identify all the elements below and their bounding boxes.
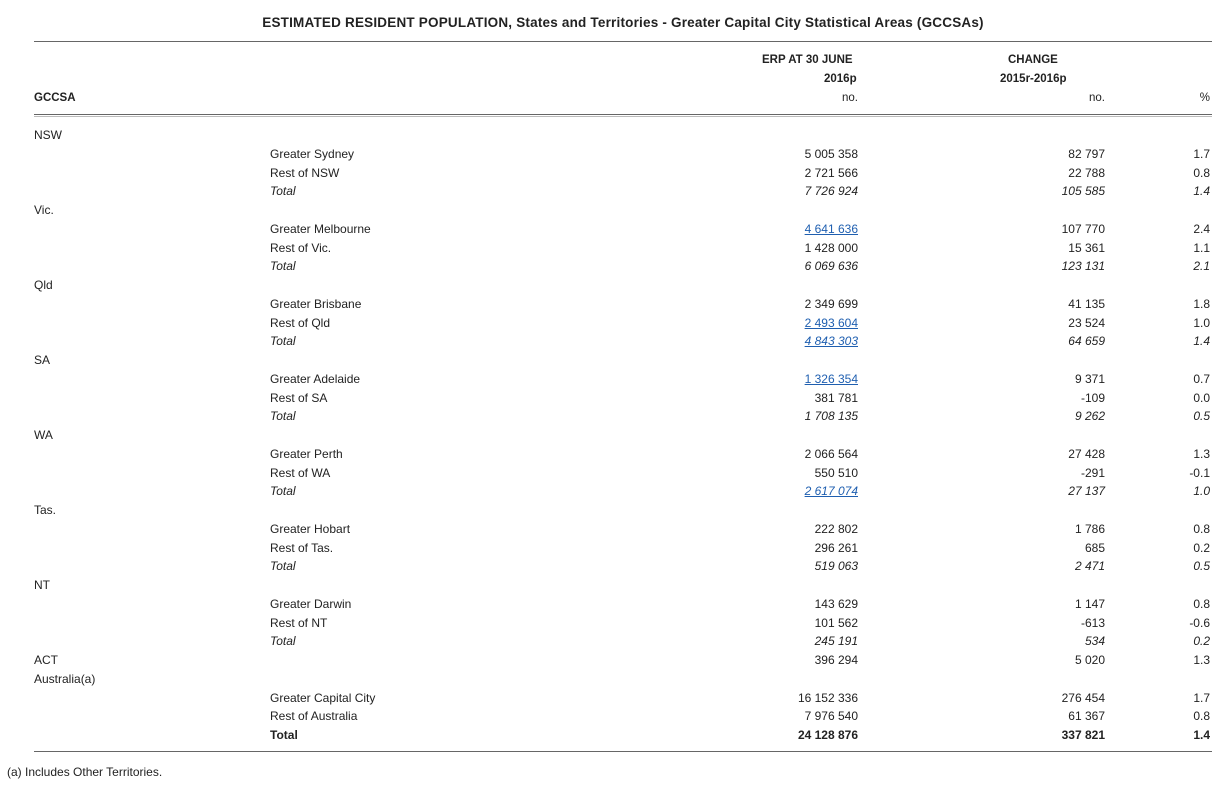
erp-value: 2 066 564 [804, 447, 858, 461]
pct-unit-header: % [1199, 92, 1210, 104]
pct-value: -0.1 [1189, 466, 1210, 480]
pct-value: 0.8 [1193, 709, 1210, 723]
area-label: Total [270, 559, 296, 573]
erp-value: 396 294 [814, 653, 858, 667]
change-value: 9 371 [1074, 372, 1105, 386]
link-text[interactable]: 4 641 636 [804, 222, 858, 236]
pct-value: 1.4 [1193, 728, 1210, 742]
header-rule [34, 114, 1212, 117]
pct-value: 0.8 [1193, 597, 1210, 611]
pct-value: 1.4 [1193, 334, 1210, 348]
area-label: Total [270, 334, 296, 348]
erp-value: 381 781 [814, 391, 858, 405]
area-label: Rest of Vic. [270, 241, 332, 255]
erp-value-link[interactable] [658, 334, 858, 348]
pct-value: 1.0 [1193, 316, 1210, 330]
pct-value: 1.3 [1193, 447, 1210, 461]
erp-value-link[interactable] [658, 222, 858, 236]
erp-value: 24 128 876 [797, 728, 858, 742]
change-value: 5 020 [1074, 653, 1105, 667]
erp-value: 7 976 540 [804, 709, 858, 723]
pct-value: 1.7 [1193, 147, 1210, 161]
change-value: -613 [1080, 616, 1105, 630]
pct-value: 2.1 [1193, 259, 1210, 273]
change-period-header: 2015r-2016p [1000, 73, 1067, 85]
footnote: (a) Includes Other Territories. [7, 765, 163, 779]
area-label: Greater Melbourne [270, 222, 371, 236]
erp-value: 5 005 358 [804, 147, 858, 161]
change-value: 22 788 [1068, 166, 1105, 180]
area-label: Greater Perth [270, 447, 343, 461]
change-value: 27 137 [1068, 484, 1105, 498]
pct-value: 1.7 [1193, 691, 1210, 705]
erp-value: 2 721 566 [804, 166, 858, 180]
link-text[interactable]: 2 617 074 [804, 484, 858, 498]
pct-value: 0.8 [1193, 166, 1210, 180]
pct-value: 1.8 [1193, 297, 1210, 311]
change-value: 276 454 [1061, 691, 1105, 705]
area-label: Rest of Qld [270, 316, 331, 330]
state-label: Qld [34, 278, 53, 292]
pct-value: 0.5 [1193, 409, 1210, 423]
area-label: Greater Capital City [270, 691, 376, 705]
link-text[interactable]: 4 843 303 [804, 334, 858, 348]
erp-header: ERP AT 30 JUNE [762, 54, 853, 66]
change-value: 27 428 [1068, 447, 1105, 461]
state-label: NT [34, 578, 50, 592]
erp-value: 519 063 [814, 559, 858, 573]
erp-value-link[interactable] [658, 316, 858, 330]
area-label: Greater Hobart [270, 522, 351, 536]
pct-value: 2.4 [1193, 222, 1210, 236]
pct-value: 1.1 [1193, 241, 1210, 255]
gccsa-header: GCCSA [34, 92, 76, 104]
change-header: CHANGE [1008, 54, 1058, 66]
area-label: Total [270, 184, 296, 198]
state-label: Tas. [34, 503, 57, 517]
state-label: Australia(a) [34, 672, 96, 686]
pct-value: 1.0 [1193, 484, 1210, 498]
state-label: ACT [34, 653, 58, 667]
erp-value: 6 069 636 [804, 259, 858, 273]
area-label: Total [270, 484, 296, 498]
area-label: Total [270, 259, 296, 273]
area-label: Rest of NT [270, 616, 328, 630]
change-value: 61 367 [1068, 709, 1105, 723]
erp-value: 16 152 336 [797, 691, 858, 705]
erp-value: 550 510 [814, 466, 858, 480]
change-value: 82 797 [1068, 147, 1105, 161]
change-value: 9 262 [1074, 409, 1105, 423]
change-value: 1 786 [1074, 522, 1105, 536]
area-label: Total [270, 409, 296, 423]
area-label: Total [270, 728, 298, 742]
area-label: Rest of NSW [270, 166, 340, 180]
state-label: Vic. [34, 203, 54, 217]
change-value: 123 131 [1061, 259, 1105, 273]
pct-value: 1.4 [1193, 184, 1210, 198]
bottom-rule [34, 751, 1212, 752]
pct-value: 0.7 [1193, 372, 1210, 386]
table-title: ESTIMATED RESIDENT POPULATION, States and Territories - Greater Capital City Statistical Areas (GCCSAs) [262, 15, 984, 30]
state-label: NSW [34, 128, 62, 142]
change-unit-header: no. [1089, 92, 1105, 104]
change-value: -291 [1080, 466, 1105, 480]
change-value: 534 [1084, 634, 1105, 648]
change-value: 685 [1084, 541, 1105, 555]
erp-value: 222 802 [814, 522, 858, 536]
state-label: WA [34, 428, 53, 442]
erp-value: 143 629 [814, 597, 858, 611]
change-value: 64 659 [1068, 334, 1105, 348]
change-value: 2 471 [1074, 559, 1105, 573]
area-label: Total [270, 634, 296, 648]
state-label: SA [34, 353, 51, 367]
erp-value-link[interactable] [658, 372, 858, 386]
erp-value-link[interactable] [658, 484, 858, 498]
erp-value: 296 261 [814, 541, 858, 555]
erp-value: 101 562 [814, 616, 858, 630]
area-label: Greater Adelaide [270, 372, 361, 386]
link-text[interactable]: 2 493 604 [804, 316, 858, 330]
link-text[interactable]: 1 326 354 [804, 372, 858, 386]
pct-value: 0.0 [1193, 391, 1210, 405]
erp-value: 1 428 000 [804, 241, 858, 255]
area-label: Greater Sydney [270, 147, 355, 161]
top-rule [34, 41, 1212, 42]
change-value: 1 147 [1074, 597, 1105, 611]
erp-value: 7 726 924 [804, 184, 858, 198]
area-label: Rest of Australia [270, 709, 358, 723]
erp-value: 2 349 699 [804, 297, 858, 311]
pct-value: 0.2 [1193, 541, 1210, 555]
change-value: 41 135 [1068, 297, 1105, 311]
change-value: 15 361 [1068, 241, 1105, 255]
area-label: Rest of Tas. [270, 541, 334, 555]
area-label: Rest of SA [270, 391, 328, 405]
change-value: 337 821 [1061, 728, 1105, 742]
area-label: Greater Brisbane [270, 297, 362, 311]
change-value: 107 770 [1061, 222, 1105, 236]
change-value: 105 585 [1061, 184, 1105, 198]
change-value: 23 524 [1068, 316, 1105, 330]
area-label: Greater Darwin [270, 597, 352, 611]
erp-unit-header: no. [842, 92, 858, 104]
pct-value: -0.6 [1189, 616, 1210, 630]
pct-value: 1.3 [1193, 653, 1210, 667]
erp-value: 1 708 135 [804, 409, 858, 423]
erp-value: 245 191 [814, 634, 858, 648]
pct-value: 0.5 [1193, 559, 1210, 573]
erp-year-header: 2016p [824, 73, 857, 85]
pct-value: 0.2 [1193, 634, 1210, 648]
area-label: Rest of WA [270, 466, 331, 480]
pct-value: 0.8 [1193, 522, 1210, 536]
change-value: -109 [1080, 391, 1105, 405]
